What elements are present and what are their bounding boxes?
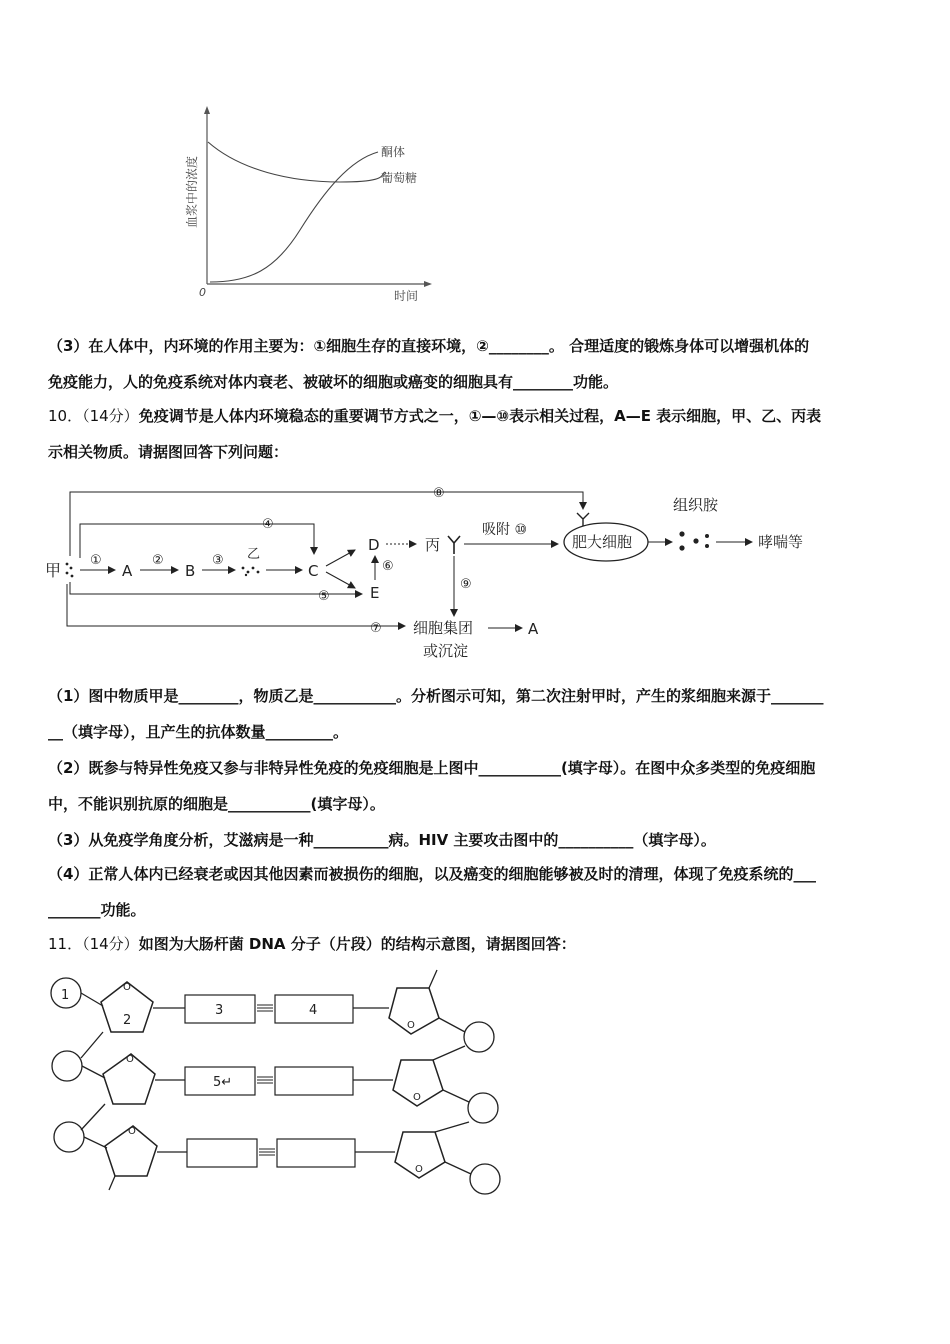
- histamine-label: 组织胺: [673, 496, 719, 514]
- q11-number: 11．（14分）: [48, 935, 139, 953]
- histamine-dots-icon: [679, 531, 709, 550]
- q10-sub2-line1: （2）既参与特异性免疫又参与非特异性免疫的免疫细胞是上图中___________(填字母）。在图中众多类型的免疫细胞: [48, 759, 816, 777]
- phosphate-right-2: [468, 1093, 498, 1123]
- arrow-7: [67, 584, 405, 626]
- glucose-label: 葡萄糖: [381, 171, 418, 185]
- oxygen-right-1: O: [407, 1020, 415, 1031]
- oxygen-right-3: O: [415, 1164, 423, 1175]
- asthma-label: 哮喘等: [758, 533, 804, 551]
- arrow-4: [80, 524, 314, 558]
- yi-label: 乙: [247, 547, 261, 562]
- q10-text-line2: 示相关物质。请据图回答下列问题：: [48, 443, 289, 461]
- oxygen-right-2: O: [413, 1092, 421, 1103]
- q9-3-line2: 免疫能力，人的免疫系统对体内衰老、被破坏的细胞或癌变的细胞具有________功能。: [48, 373, 619, 391]
- y-axis-arrow: [204, 106, 210, 114]
- step5-label: ⑤: [318, 589, 330, 604]
- step4-label: ④: [262, 517, 274, 532]
- q10-number: 10．（14分）: [48, 407, 139, 425]
- immune-diagram: [40, 476, 840, 666]
- phosphate-left-3: [54, 1122, 84, 1152]
- oxygen-left-2: O: [126, 1054, 134, 1065]
- bing-label: 丙: [425, 536, 441, 554]
- q10-text-line1: 免疫调节是人体内环境稳态的重要调节方式之一，①—⑩表示相关过程，A—E 表示细胞，甲、乙、丙表: [138, 407, 822, 425]
- step1-label: ①: [90, 553, 102, 568]
- q9-3-line1: （3）在人体中，内环境的作用主要为：①细胞生存的直接环境，②________。 合理适度的锻炼身体可以增强机体的: [48, 337, 810, 355]
- phosphate-right-3: [470, 1164, 500, 1194]
- base-6: [275, 1067, 353, 1095]
- q10-sub2-line2: 中，不能识别抗原的细胞是___________(填字母）。: [48, 795, 385, 813]
- dna-diagram: [45, 966, 525, 1198]
- cell-E: E: [370, 584, 380, 602]
- q10-sub4-line2: _______功能。: [48, 901, 146, 919]
- ketone-label: 酮体: [381, 145, 406, 159]
- q10-sub4-line1: （4）正常人体内已经衰老或因其他因素而被损伤的细胞，以及癌变的细胞能够被及时的清理，体现了免疫系统的___: [48, 865, 816, 883]
- origin-label: 0: [199, 286, 206, 299]
- cell-A: A: [122, 562, 133, 580]
- step7-label: ⑦: [370, 621, 382, 636]
- step2-label: ②: [152, 553, 164, 568]
- phosphate-right-1: [464, 1022, 494, 1052]
- antibody-icon: [448, 536, 460, 554]
- step8-label: ⑧: [433, 486, 445, 501]
- y-axis-label: 血浆中的浓度: [185, 155, 199, 228]
- label-4: 4: [309, 1003, 318, 1018]
- concentration-graph: [180, 100, 440, 310]
- ketone-curve: [210, 152, 378, 282]
- oxygen-left-1: O: [123, 982, 131, 993]
- cell-C: C: [308, 562, 319, 580]
- base-8: [277, 1139, 355, 1167]
- q10-heading: [48, 398, 908, 434]
- base-7: [187, 1139, 257, 1167]
- q10-sub1-line1: （1）图中物质甲是________，物质乙是___________。分析图示可知，第二次注射甲时，产生的浆细胞来源于_______: [48, 687, 824, 705]
- x-axis-arrow: [424, 281, 432, 287]
- label-3: 3: [215, 1003, 224, 1018]
- cell-B: B: [185, 562, 196, 580]
- label-5: 5↵: [213, 1075, 233, 1090]
- cell-D: D: [368, 536, 380, 554]
- receptor-antibody-icon: [577, 513, 589, 526]
- cluster-label-2: 或沉淀: [423, 642, 469, 660]
- step9-label: ⑨: [460, 577, 472, 592]
- x-axis-label: 时间: [394, 289, 419, 303]
- label-1: 1: [61, 988, 70, 1003]
- phosphate-left-2: [52, 1051, 82, 1081]
- q10-sub1-line2: __（填字母），且产生的抗体数量_________。: [48, 723, 349, 741]
- jia-label: 甲: [45, 561, 62, 580]
- adsorb-label: 吸附 ⑩: [482, 522, 528, 538]
- q11-text: 如图为大肠杆菌 DNA 分子（片段）的结构示意图，请据图回答：: [138, 935, 576, 953]
- arrow-c-d: [326, 550, 355, 566]
- label-2: 2: [123, 1013, 132, 1028]
- mast-cell-label: 肥大细胞: [572, 533, 633, 551]
- glucose-curve: [208, 142, 385, 182]
- yi-dots-icon: [242, 567, 260, 577]
- cell-A-end: A: [528, 620, 539, 638]
- step6-label: ⑥: [382, 559, 394, 574]
- arrow-c-e: [326, 572, 355, 588]
- q11-heading: [48, 926, 908, 962]
- q10-sub3: （3）从免疫学角度分析，艾滋病是一种__________病。HIV 主要攻击图中的__________（填字母）。: [48, 831, 716, 849]
- step3-label: ③: [212, 553, 224, 568]
- jia-dots-icon: [66, 563, 74, 578]
- oxygen-left-3: O: [128, 1126, 136, 1137]
- cluster-label-1: 细胞集团: [413, 619, 474, 637]
